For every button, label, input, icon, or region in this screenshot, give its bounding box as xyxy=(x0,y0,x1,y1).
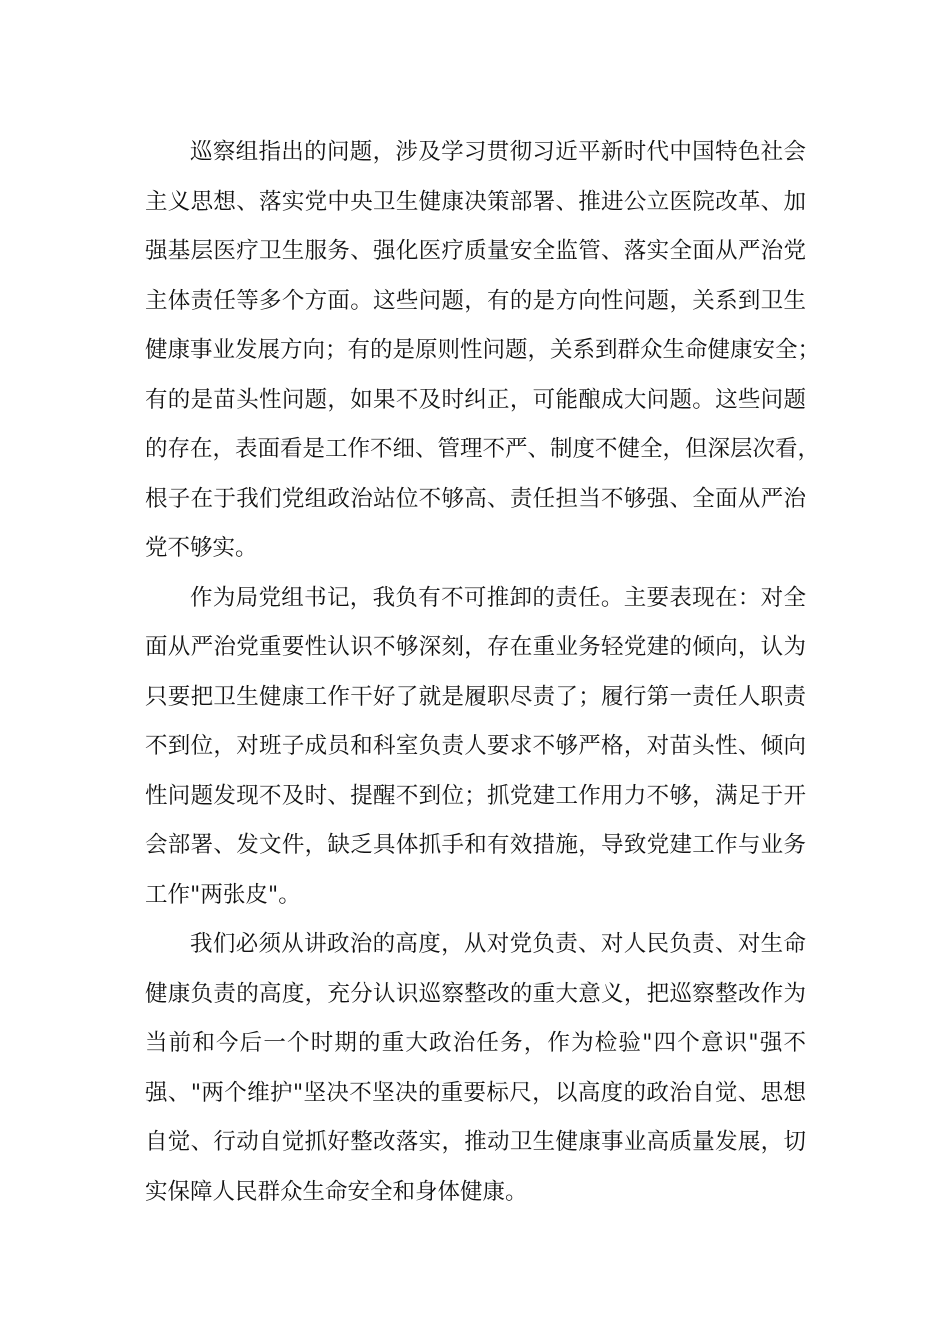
text-line: 当前和今后一个时期的重大政治任务，作为检验"四个意识"强不 xyxy=(145,1030,806,1056)
text-line: 健康负责的高度，充分认识巡察整改的重大意义，把巡察整改作为 xyxy=(145,980,806,1007)
text-line: 强基层医疗卫生服务、强化医疗质量安全监管、落实全面从严治党 xyxy=(145,238,806,264)
text-line: 的存在，表面看是工作不细、管理不严、制度不健全，但深层次看， xyxy=(145,436,821,462)
text-line: 会部署、发文件，缺乏具体抓手和有效措施，导致党建工作与业务 xyxy=(145,832,806,858)
text-line: 自觉、行动自觉抓好整改落实，推动卫生健康事业高质量发展，切 xyxy=(145,1129,806,1155)
text-line: 面从严治党重要性认识不够深刻，存在重业务轻党建的倾向，认为 xyxy=(145,634,806,660)
text-line: 巡察组指出的问题，涉及学习贯彻习近平新时代中国特色社会 xyxy=(190,139,806,165)
text-line: 主义思想、落实党中央卫生健康决策部署、推进公立医院改革、加 xyxy=(145,188,806,215)
text-line: 我们必须从讲政治的高度，从对党负责、对人民负责、对生命 xyxy=(190,931,806,957)
text-line: 根子在于我们党组政治站位不够高、责任担当不够强、全面从严治 xyxy=(145,485,806,512)
paragraph xyxy=(145,574,806,921)
text-line: 有的是苗头性问题，如果不及时纠正，可能酿成大问题。这些问题 xyxy=(145,386,806,413)
text-line: 只要把卫生健康工作干好了就是履职尽责了；履行第一责任人职责 xyxy=(145,683,806,710)
text-line: 性问题发现不及时、提醒不到位；抓党建工作用力不够，满足于开 xyxy=(145,782,806,809)
paragraph xyxy=(145,920,806,1217)
text-line: 实保障人民群众生命安全和身体健康。 xyxy=(145,1178,528,1205)
text-line: 作为局党组书记，我负有不可推卸的责任。主要表现在：对全 xyxy=(190,584,806,611)
text-line: 强、"两个维护"坚决不坚决的重要标尺，以高度的政治自觉、思想 xyxy=(145,1079,806,1106)
text-line: 党不够实。 xyxy=(145,535,258,561)
document-page xyxy=(145,128,821,1217)
text-line: 主体责任等多个方面。这些问题，有的是方向性问题，关系到卫生 xyxy=(145,287,806,314)
text-line: 工作"两张皮"。 xyxy=(145,881,301,908)
text-line: 不到位，对班子成员和科室负责人要求不够严格，对苗头性、倾向 xyxy=(145,733,806,759)
paragraph xyxy=(145,128,821,574)
text-line: 健康事业发展方向；有的是原则性问题，关系到群众生命健康安全； xyxy=(145,337,821,363)
